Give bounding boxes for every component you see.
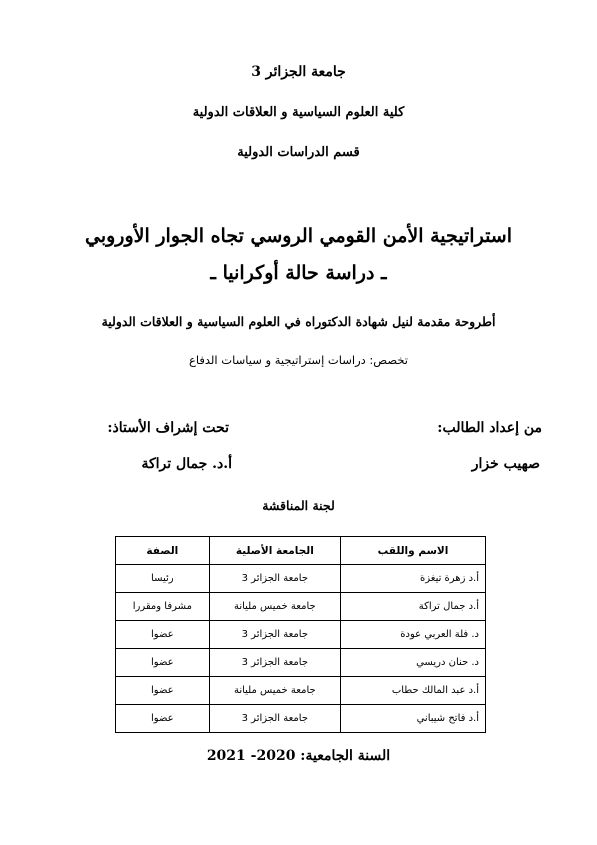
column-header-university: الجامعة الأصلية	[209, 537, 340, 565]
department-name: قسم الدراسات الدولية	[237, 145, 360, 160]
table-row	[116, 621, 486, 649]
prepared-by-label: من إعداد الطالب:	[437, 420, 542, 436]
member-name: أ.د زهرة تيغزة	[340, 565, 485, 593]
member-name: د. حنان دريسي	[340, 649, 485, 677]
faculty-name: كلية العلوم السياسية و العلاقات الدولية	[192, 105, 405, 120]
member-role: عضوا	[116, 705, 210, 733]
member-university: جامعة الجزائر 3	[209, 705, 340, 733]
committee-table	[115, 536, 486, 733]
member-name: أ.د عبد المالك حطاب	[340, 677, 485, 705]
table-row	[116, 677, 486, 705]
column-header-role: الصفة	[116, 537, 210, 565]
member-role: عضوا	[116, 621, 210, 649]
member-name: د. فلة العربي عودة	[340, 621, 485, 649]
column-header-name: الاسم واللقب	[340, 537, 485, 565]
member-role: رئيسا	[116, 565, 210, 593]
specialization: تخصص: دراسات إستراتيجية و سياسات الدفاع	[189, 353, 408, 367]
member-university: جامعة خميس مليانة	[209, 677, 340, 705]
thesis-title-line-2: ـ دراسة حالة أوكرانيا ـ	[210, 262, 387, 284]
table-header-row	[116, 537, 486, 565]
member-name: أ.د جمال تراكة	[340, 593, 485, 621]
supervisor-name: أ.د. جمال تراكة	[141, 456, 232, 472]
thesis-statement: أطروحة مقدمة لنيل شهادة الدكتوراه في العلوم السياسية و العلاقات الدولية	[101, 314, 496, 329]
member-university: جامعة الجزائر 3	[209, 565, 340, 593]
university-name: جامعة الجزائر 3	[251, 64, 346, 80]
member-role: مشرفا ومقررا	[116, 593, 210, 621]
member-name: أ.د فاتح شيباني	[340, 705, 485, 733]
supervision-label: تحت إشراف الأستاذ:	[107, 420, 229, 436]
thesis-title-line-1: استراتيجية الأمن القومي الروسي تجاه الجوار الأوروبي	[85, 225, 512, 247]
student-name: صهيب خزار	[471, 456, 540, 472]
member-university: جامعة الجزائر 3	[209, 649, 340, 677]
member-role: عضوا	[116, 677, 210, 705]
committee-title: لجنة المناقشة	[262, 498, 335, 513]
table-row	[116, 593, 486, 621]
member-university: جامعة الجزائر 3	[209, 621, 340, 649]
member-university: جامعة خميس مليانة	[209, 593, 340, 621]
table-row	[116, 565, 486, 593]
table-row	[116, 705, 486, 733]
table-row	[116, 649, 486, 677]
member-role: عضوا	[116, 649, 210, 677]
academic-year: السنة الجامعية: 2020- 2021	[206, 748, 391, 764]
